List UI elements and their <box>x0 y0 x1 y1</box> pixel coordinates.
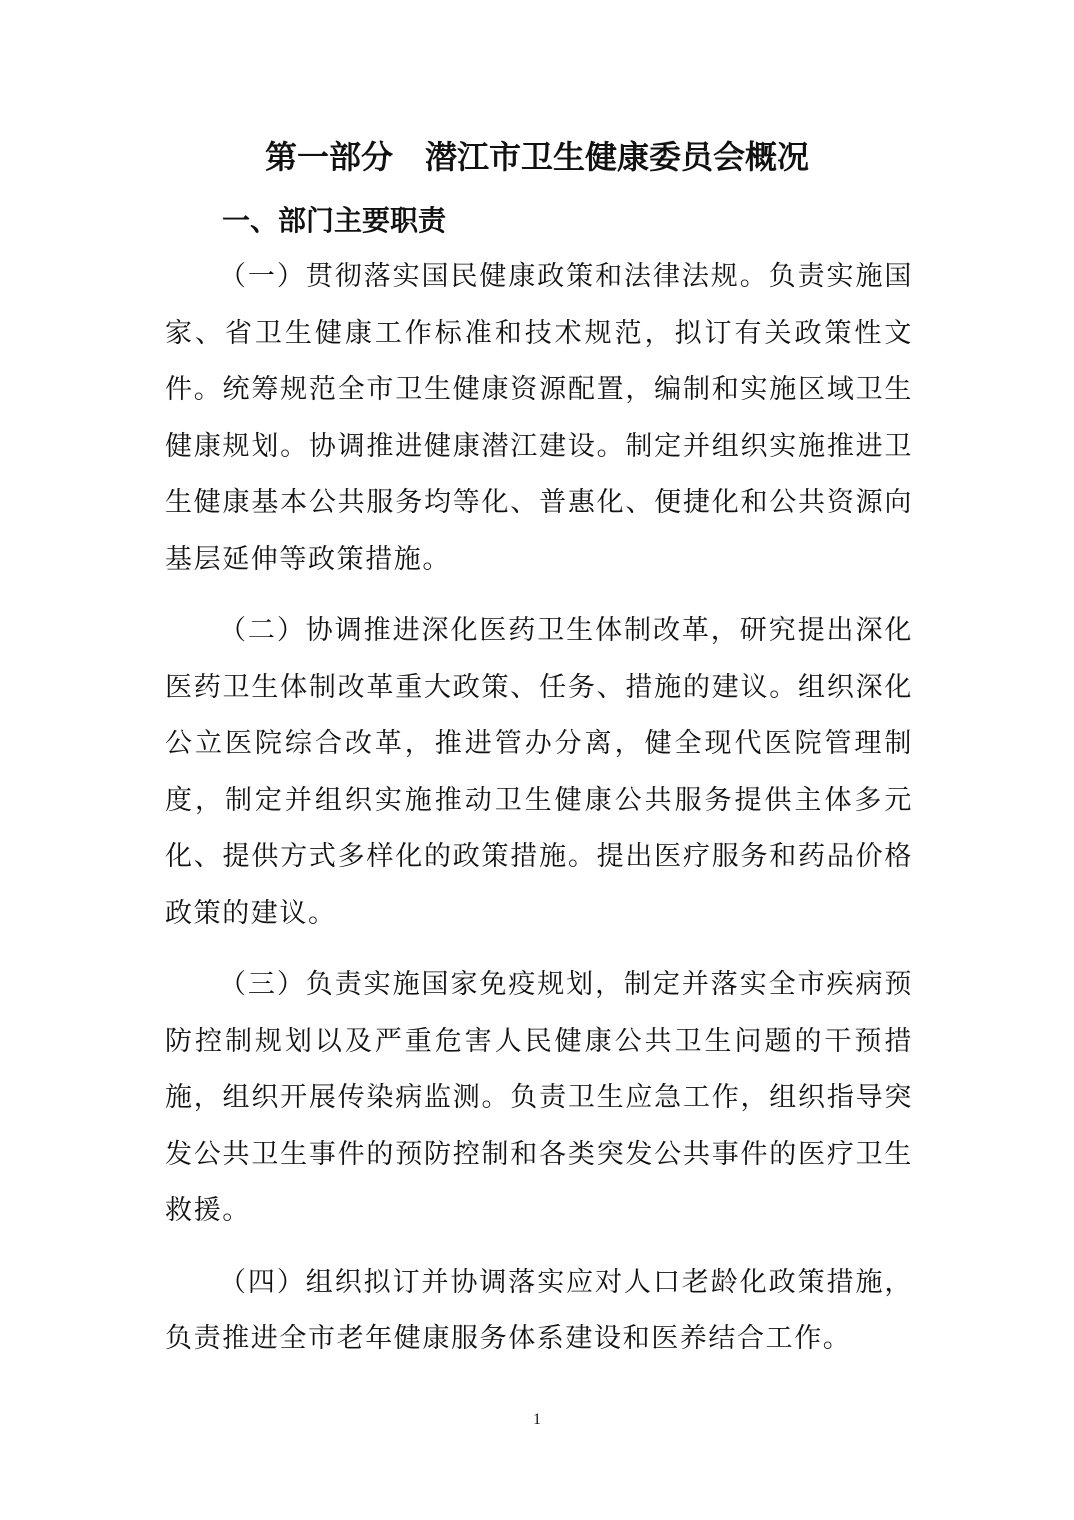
page-title: 第一部分 潜江市卫生健康委员会概况 <box>264 138 809 176</box>
paragraph-3: （三）负责实施国家免疫规划，制定并落实全市疾病预防控制规划以及严重危害人民健康公共卫生问题的干预措施，组织开展传染病监测。负责卫生应急工作，组织指导突发公共卫生事件的预防控制和各类突发公共事件的医疗卫生救援。 <box>165 969 913 1226</box>
paragraph-2: （二）协调推进深化医药卫生体制改革，研究提出深化医药卫生体制改革重大政策、任务、措施的建议。组织深化公立医院综合改革，推进管办分离，健全现代医院管理制度，制定并组织实施推动卫生健康公共服务提供主体多元化、提供方式多样化的政策措施。提出医疗服务和药品价格政策的建议。 <box>165 615 913 929</box>
section-heading: 一、部门主要职责 <box>222 204 447 237</box>
paragraph-4: （四）组织拟订并协调落实应对人口老龄化政策措施，负责推进全市老年健康服务体系建设和医养结合工作。 <box>165 1266 913 1354</box>
body-text <box>165 249 913 1368</box>
page-number: 1 <box>533 1411 541 1428</box>
paragraph-1: （一）贯彻落实国民健康政策和法律法规。负责实施国家、省卫生健康工作标准和技术规范，拟订有关政策性文件。统筹规范全市卫生健康资源配置，编制和实施区域卫生健康规划。协调推进健康潜江建设。制定并组织实施推进卫生健康基本公共服务均等化、普惠化、便捷化和公共资源向基层延伸等政策措施。 <box>165 261 913 575</box>
